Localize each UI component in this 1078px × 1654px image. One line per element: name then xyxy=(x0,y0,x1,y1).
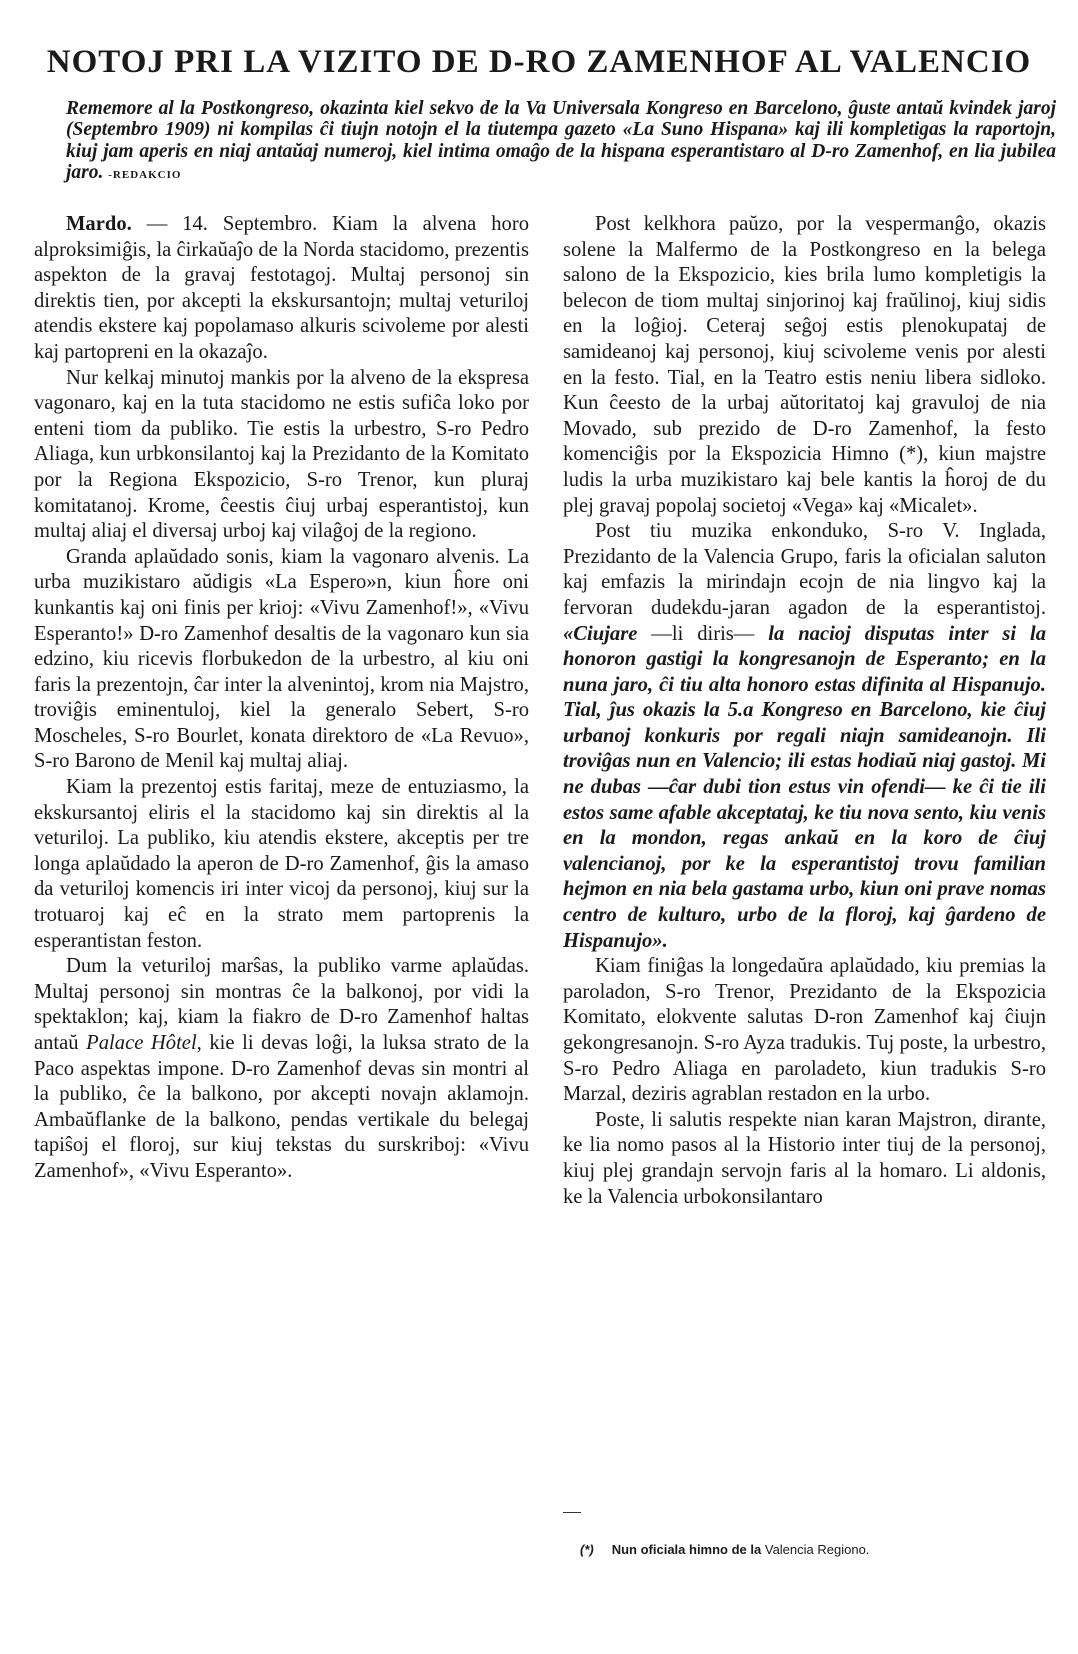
footnote-text: Nun oficiala himno de la xyxy=(611,1542,765,1557)
hotel-name: Palace Hôtel xyxy=(86,1032,197,1054)
paragraph xyxy=(563,519,1046,954)
paragraph-text: , kie li devas loĝi, la luksa strato de la Paco aspektas impone. D-ro Zamenhof devas sin montri al la publiko, ĉe la balkono, por akcepti novajn aklamojn. Ambaŭflanke de la balkono, pendas vertikale du belegaj tapiŝoj el floroj, sur kiuj tekstas du surskriboj: «Vivu Zamenhof», «Vivu Esperanto». xyxy=(34,1032,530,1182)
paragraph: Kiam la prezentoj estis faritaj, meze de entuziasmo, la ekskursantoj eliris el la stacidomo kaj sin direktis al la veturiloj. La publiko, kiu atendis ekstere, akceptis per tre longa aplaŭdado la aperon de D-ro Zamenhof, ĝis la amaso da veturiloj komencis iri inter vicoj da personoj, kiuj sur la trotuaroj kaj eĉ en la strato mem partoprenis la esperantistan feston. xyxy=(34,776,529,952)
left-column xyxy=(34,212,529,1185)
paragraph-text: Dum la veturiloj marŝas, la publiko varme aplaŭdas. Multaj personoj sin montras ĉe la balkonoj, por vidi la spektaklon; kaj, kiam la fiakro de D-ro Zamenhof haltas antaŭ xyxy=(34,955,529,1054)
quote-body: la nacioj disputas inter si la honoron gastigi la kongresanojn de Esperanto; en la nuna jaro, ĉi tiu alta honoro estas difinita al Hispanujo. Tial, ĵus okazis la 5.a Kongreso en Barcelono, kie ĉiuj urbanoj konkuris por regali niajn samideanojn. Ili troviĝas nun en Valencio; ili estas hodiaŭ niaj gastoj. Mi ne dubas —ĉar dubi tion estus vin ofendi— ke ĉi tie ili estos same afable akceptataj, ke tiu nova sento, kiu venis en la mondon, regas ankaŭ en la koro de ĉiuj valencianoj, por ke la esperantistoj trovu familian hejmon en nia bela gastama urbo, kiun oni prave nomas centro de kulturo, urbo de la floroj, kaj ĝardeno de Hispanujo». xyxy=(563,622,1046,952)
article-title: NOTOJ PRI LA VIZITO DE D-RO ZAMENHOF AL VALENCIO xyxy=(46,44,1032,80)
article-intro xyxy=(66,98,1056,187)
quote-start: «Ciujare xyxy=(563,622,638,645)
footnote-mark: (*) xyxy=(580,1542,594,1557)
right-column xyxy=(563,212,1046,1210)
footnote xyxy=(580,1542,869,1557)
quote-attribution: —li diris— xyxy=(637,622,769,645)
paragraph xyxy=(34,212,529,366)
paragraph-text: Post tiu muzika enkonduko, S-ro V. Inglada, Prezidanto de la Valencia Grupo, faris la oficialan saluton kaj emfazis la mirindajn ecojn de nia lingvo kaj la fervoran dudekdu-jaran agadon de la esperantistoj. xyxy=(563,520,1046,619)
footnote-text-normal: Valencia Regiono. xyxy=(764,1542,870,1557)
paragraph: Nur kelkaj minutoj mankis por la alveno de la ekspresa vagonaro, kaj en la tuta stacidomo ne estis sufiĉa loko por enteni tiom da publiko. Tie estis la urbestro, S-ro Pedro Aliaga, kun urbkonsilantoj kaj la Prezidanto de la Komitato por la Regiona Ekspozicio, S-ro Trenor, kun pluraj komitatanoj. Krome, ĉeestis ĉiuj urbaj esperantistoj, kun multaj aliaj el diversaj urboj kaj vilaĝoj de la regiono. xyxy=(34,366,529,543)
paragraph: Poste, li salutis respekte nian karan Majstron, dirante, ke lia nomo pasos al la Historio inter tiuj de la personoj, kiuj plej grandajn servojn faris al la homaro. Li aldonis, ke la Valencia urbokonsilantaro xyxy=(563,1108,1046,1208)
paragraph-text: — 14. Septembro. Kiam la alvena horo alproksimiĝis, la ĉirkaŭaĵo de la Norda stacidomo, prezentis aspekton de la gravaj festotagoj. Multaj personoj sin direktis tien, por akcepti la ekskursantojn; multaj veturiloj atendis ekstere kaj popolamaso alkuris scivoleme por alesti kaj partopreni en la okazaĵo. xyxy=(34,213,529,363)
paragraph xyxy=(34,954,529,1184)
intro-text: Rememore al la Postkongreso, okazinta kiel sekvo de la Va Universala Kongreso en Barcelono, ĝuste antaŭ kvindek jaroj (Septembro 1909) ni kompilas ĉi tiujn notojn el la tiutempa gazeto «La Suno Hispana» kaj ili kompletigas la raportojn, kiuj jam aperis en niaj antaŭaj numeroj, kiel intima omaĝo de la hispana esperantistaro al D-ro Zamenhof, en lia jubilea jaro. xyxy=(66,98,1056,184)
footnote-divider xyxy=(563,1512,581,1513)
paragraph: Kiam finiĝas la longedaŭra aplaŭdado, kiu premias la paroladon, S-ro Trenor, Prezidanto de la Ekspozicia Komitato, elokvente salutas D-ron Zamenhof kaj ĉiujn gekongresanojn. S-ro Ayza tradukis. Tuj poste, la urbestro, S-ro Pedro Aliaga en paroladeto, kiun tradukis S-ro Marzal, deziris agrablan restadon en la urbo. xyxy=(563,955,1046,1106)
day-lead: Mardo. xyxy=(66,213,132,235)
paragraph: Granda aplaŭdado sonis, kiam la vagonaro alvenis. La urba muzikistaro aŭdigis «La Espero»n, kiun ĥore oni kunkantis kaj oni finis per krioj: «Vivu Zamenhof!», «Vivu Esperanto!» D-ro Zamenhof desaltis de la vagonaro kun sia edzino, kiu ricevis florbukedon de la urbestro, al kiu oni faris la prezentojn, ĉar inter la alvenintoj, krom nia Majstro, troviĝis eminentuloj, kiel la generalo Sebert, S-ro Moscheles, S-ro Bourlet, konata direktoro de «La Revuo», S-ro Barono de Menil kaj multaj aliaj. xyxy=(34,545,529,773)
paragraph: Post kelkhora paŭzo, por la vespermanĝo, okazis solene la Malfermo de la Postkongreso en la belega salono de la Ekspozicio, kies brila lumo kompletigis la belecon de tiom multaj sinjorinoj kaj fraŭlinoj, kiuj sidis en la loĝioj. Ceteraj seĝoj estis plenokupataj de samideanoj kaj personoj, kiuj scivoleme venis por alesti en la festo. Tial, en la Teatro estis neniu libera sidloko. Kun ĉeesto de la urbaj aŭtoritatoj kaj gravuloj de nia Movado, sub prezido de D-ro Zamenhof, la festo komenciĝis por la Ekspozicia Himno (*), kiun majstre ludis la urba muzikistaro kaj bele kantis la ĥoroj de du plej gravaj popolaj societoj «Vega» kaj «Micalet». xyxy=(563,213,1046,517)
intro-signature: -REDAKCIO xyxy=(108,169,182,182)
